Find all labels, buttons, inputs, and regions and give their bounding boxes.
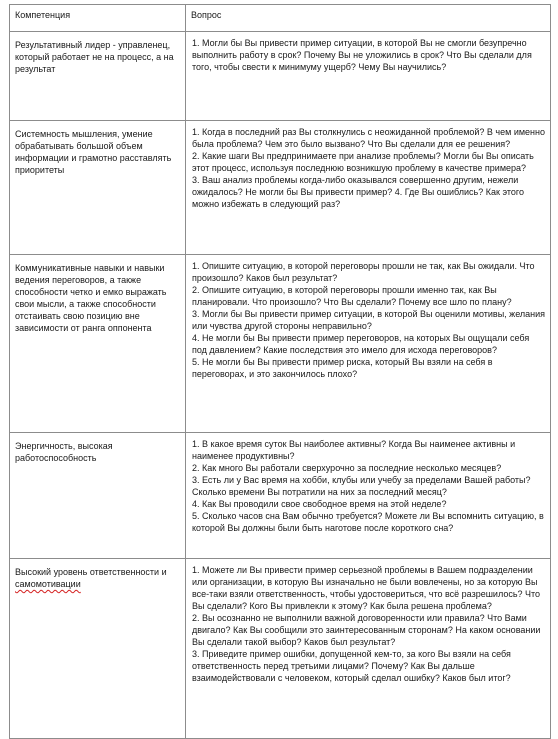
table-header-row — [10, 5, 551, 32]
competency-cell: Результативный лидер - управленец, который работает не на процесс, а на результат — [10, 32, 186, 121]
spellcheck-flagged-word: самомотивации — [15, 579, 81, 589]
table-row — [10, 121, 551, 255]
competency-cell: Системность мышления, умение обрабатывать большой объем информации и грамотно расставлять приоритеты — [10, 121, 186, 255]
question-cell: 1. Можете ли Вы привести пример серьезной проблемы в Вашем подразделении или организации, в которую Вы изначально не были вовлечены, но за которую Вы все-таки взяли ответственность, чтобы удостовериться, что всё разрешилось? Что Вы сделали? Кого Вы привлекли к этому? Как была решена проблема? 2. Вы осознанно не выполнили важной договоренности или правила? Что Вами двигало? Как Вы сообщили это заинтересованным сторонам? На каком основании Вы сделали такой выбор? Каков был результат? 3. Приведите пример ошибки, допущенной кем-то, за кого Вы взяли на себя ответственность перед третьими лицами? Почему? Как Вы дальше взаимодействовали с человеком, который сделал ошибку? Каков был итог? — [186, 559, 551, 739]
table-row — [10, 255, 551, 433]
table-row — [10, 559, 551, 739]
question-cell: 1. В какое время суток Вы наиболее активны? Когда Вы наименее активны и наименее продуктивны? 2. Как много Вы работали сверхурочно за последние несколько месяцев? 3. Есть ли у Вас время на хобби, клубы или учебу за пределами Вашей работы? Сколько времени Вы потратили на них за последний месяц? 4. Как Вы проводили свое свободное время на этой неделе? 5. Сколько часов сна Вам обычно требуется? Можете ли Вы вспомнить ситуацию, в которой Вы должны были быть наготове после короткого сна? — [186, 433, 551, 559]
competency-cell — [10, 559, 186, 739]
competency-cell: Коммуникативные навыки и навыки ведения переговоров, а также способности четко и емко выражать свои мысли, а также способности отстаивать свою позицию вне зависимости от ранга оппонента — [10, 255, 186, 433]
question-cell: 1. Могли бы Вы привести пример ситуации, в которой Вы не смогли безупречно выполнить работу в срок? Почему Вы не уложились в срок? Что Вы сделали для того, чтобы свести к минимуму ущерб? Чему Вы научились? — [186, 32, 551, 121]
header-question: Вопрос — [186, 5, 551, 32]
competency-interview-table — [9, 4, 551, 739]
question-cell: 1. Опишите ситуацию, в которой переговоры прошли не так, как Вы ожидали. Что произошло? Каков был результат? 2. Опишите ситуацию, в которой переговоры прошли именно так, как Вы планировали. Что произошло? Что Вы сделали? Почему все шло по плану? 3. Могли бы Вы привести пример ситуации, в которой Вы оценили мотивы, желания или чувства другой стороны неправильно? 4. Не могли бы Вы привести пример переговоров, на которых Вы ощущали себя под давлением? Какие последствия это имело для исхода переговоров? 5. Не могли бы Вы привести пример риска, который Вы взяли на себя в переговорах, и это закончилось плохо? — [186, 255, 551, 433]
question-cell: 1. Когда в последний раз Вы столкнулись с неожиданной проблемой? В чем именно была проблема? Чем это было вызвано? Что Вы сделали для ее решения? 2. Какие шаги Вы предпринимаете при анализе проблемы? Могли бы Вы описать этот процесс, используя последнюю возникшую проблему в качестве примера? 3. Ваш анализ проблемы когда-либо оказывался совершенно другим, нежели ожидалось? Не могли бы Вы привести пример? 4. Где Вы ошиблись? Как этого можно избежать в следующий раз? — [186, 121, 551, 255]
competency-text: Высокий уровень ответственности и — [15, 567, 167, 577]
table-row — [10, 433, 551, 559]
header-competency: Компетенция — [10, 5, 186, 32]
competency-cell: Энергичность, высокая работоспособность — [10, 433, 186, 559]
table-row — [10, 32, 551, 121]
